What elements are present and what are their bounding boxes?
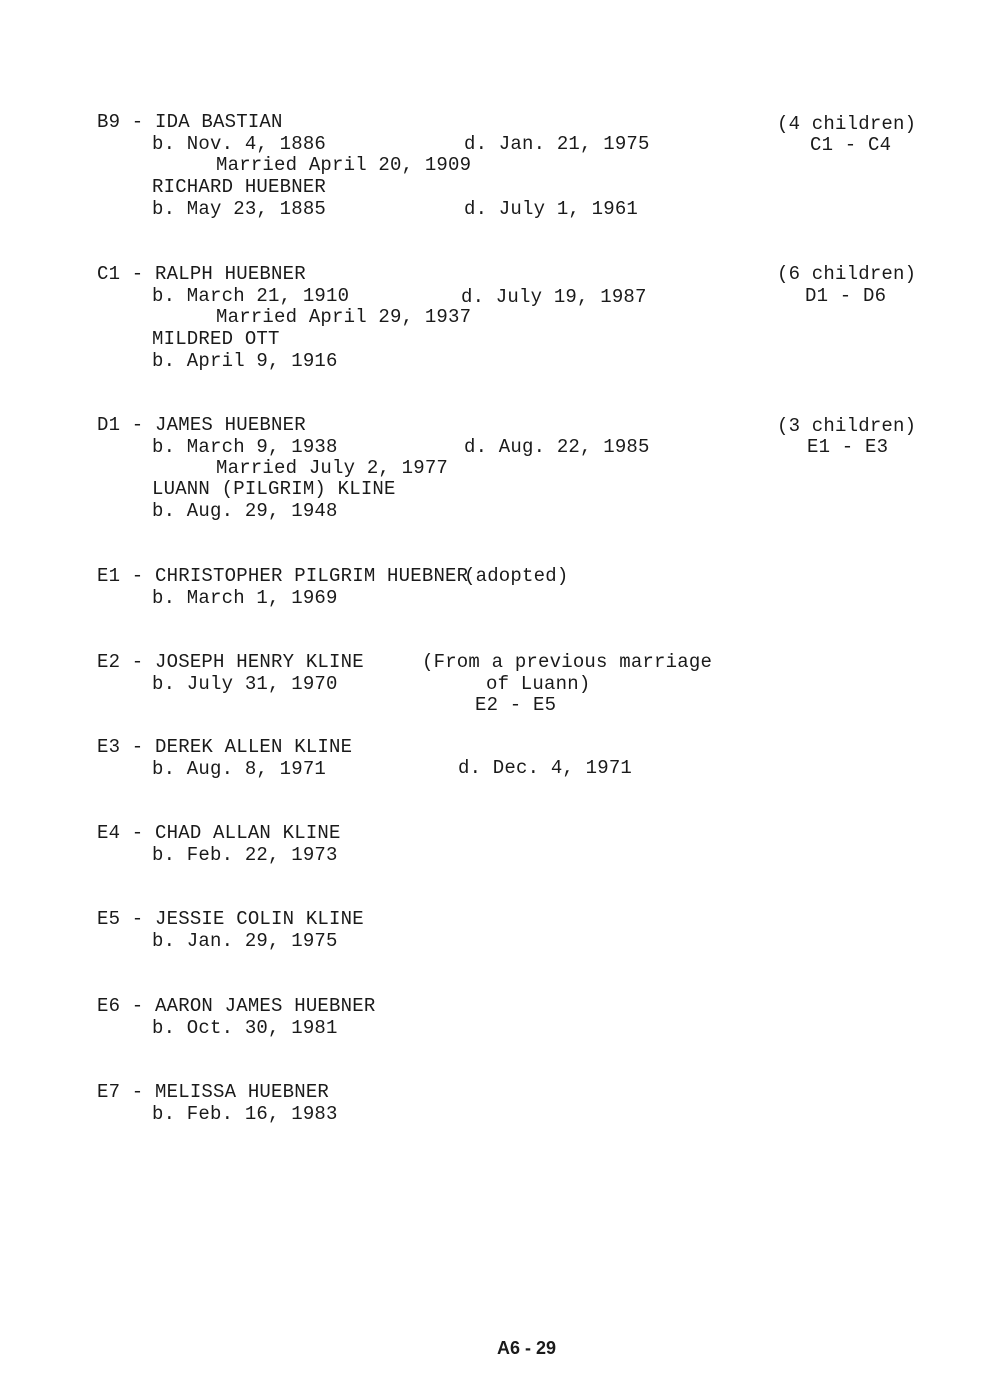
- entry-c1-children-range: D1 - D6: [805, 285, 887, 307]
- entry-e7-born: b. Feb. 16, 1983: [152, 1103, 338, 1125]
- entry-b9-married: Married April 20, 1909: [216, 154, 472, 176]
- entry-e3-died: d. Dec. 4, 1971: [458, 757, 633, 779]
- entry-d1-name: D1 - JAMES HUEBNER: [97, 414, 306, 436]
- entry-c1-married: Married April 29, 1937: [216, 306, 472, 328]
- entry-b9-children-range: C1 - C4: [810, 134, 892, 156]
- entry-b9-spouse: RICHARD HUEBNER: [152, 176, 327, 198]
- entry-e2-note-line2: of Luann): [486, 673, 591, 695]
- entry-e2-note-line3: E2 - E5: [475, 694, 557, 716]
- entry-c1-spouse: MILDRED OTT: [152, 328, 280, 350]
- entry-c1-spouse-born: b. April 9, 1916: [152, 350, 338, 372]
- entry-e1-name: E1 - CHRISTOPHER PILGRIM HUEBNER: [97, 565, 469, 587]
- entry-e3-born: b. Aug. 8, 1971: [152, 758, 327, 780]
- entry-d1-born: b. March 9, 1938: [152, 436, 338, 458]
- entry-e1-note: (adopted): [464, 565, 569, 587]
- entry-b9-born: b. Nov. 4, 1886: [152, 133, 327, 155]
- entry-d1-married: Married July 2, 1977: [216, 457, 449, 479]
- entry-b9-spouse-died: d. July 1, 1961: [464, 198, 639, 220]
- entry-c1-born: b. March 21, 1910: [152, 285, 350, 307]
- entry-e4-name: E4 - CHAD ALLAN KLINE: [97, 822, 341, 844]
- entry-c1-children-count: (6 children): [777, 263, 917, 285]
- entry-e4-born: b. Feb. 22, 1973: [152, 844, 338, 866]
- page-number: A6 - 29: [497, 1338, 557, 1358]
- entry-e6-name: E6 - AARON JAMES HUEBNER: [97, 995, 376, 1017]
- entry-e7-name: E7 - MELISSA HUEBNER: [97, 1081, 330, 1103]
- entry-b9-children-count: (4 children): [777, 113, 917, 135]
- entry-e3-name: E3 - DEREK ALLEN KLINE: [97, 736, 353, 758]
- entry-e5-born: b. Jan. 29, 1975: [152, 930, 338, 952]
- entry-d1-spouse-born: b. Aug. 29, 1948: [152, 500, 338, 522]
- entry-e6-born: b. Oct. 30, 1981: [152, 1017, 338, 1039]
- entry-d1-died: d. Aug. 22, 1985: [464, 436, 650, 458]
- entry-d1-children-count: (3 children): [777, 415, 917, 437]
- entry-c1-name: C1 - RALPH HUEBNER: [97, 263, 306, 285]
- entry-b9-died: d. Jan. 21, 1975: [464, 133, 650, 155]
- entry-d1-spouse: LUANN (PILGRIM) KLINE: [152, 478, 396, 500]
- entry-e2-name: E2 - JOSEPH HENRY KLINE: [97, 651, 364, 673]
- entry-c1-died: d. July 19, 1987: [461, 286, 647, 308]
- entry-d1-children-range: E1 - E3: [807, 436, 889, 458]
- entry-b9-name: B9 - IDA BASTIAN: [97, 111, 283, 133]
- entry-e2-born: b. July 31, 1970: [152, 673, 338, 695]
- entry-e5-name: E5 - JESSIE COLIN KLINE: [97, 908, 364, 930]
- entry-b9-spouse-born: b. May 23, 1885: [152, 198, 327, 220]
- entry-e2-note-line1: (From a previous marriage: [422, 651, 713, 673]
- entry-e1-born: b. March 1, 1969: [152, 587, 338, 609]
